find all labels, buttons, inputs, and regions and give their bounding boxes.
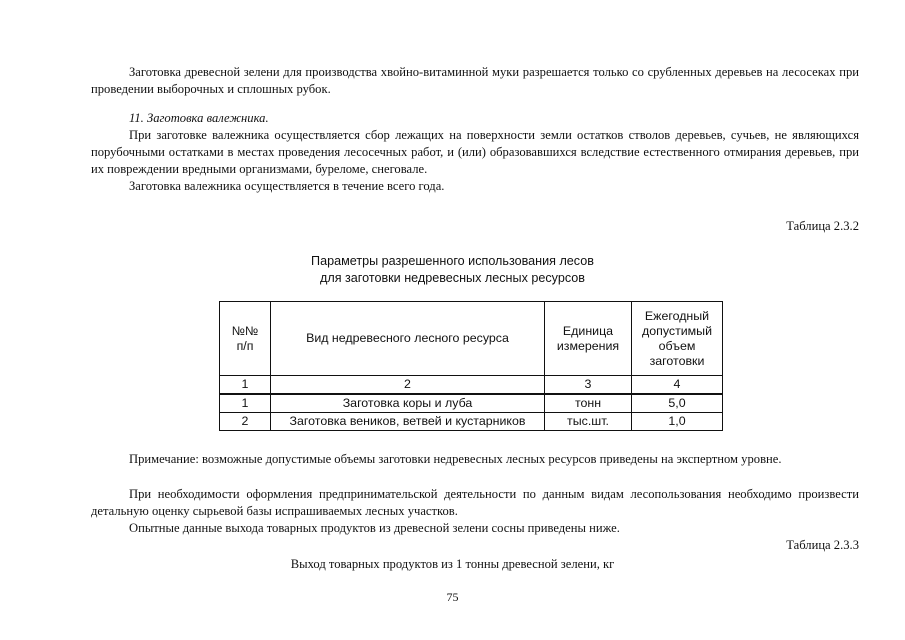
numbering-cell: 3 xyxy=(545,376,632,395)
table-numbering-row xyxy=(220,376,723,395)
header-annual-volume-text: Ежегодный допустимый объем заготовки xyxy=(641,308,713,368)
paragraph-experimental-data: Опытные данные выхода товарных продуктов из древесной зелени сосны приведены ниже. xyxy=(129,521,620,535)
table-233-title: Выход товарных продуктов из 1 тонны древесной зелени, кг xyxy=(290,557,615,571)
table-row xyxy=(220,394,723,413)
header-unit xyxy=(545,302,632,376)
paragraph-note: Примечание: возможные допустимые объемы заготовки недревесных лесных ресурсов приведены на экспертном уровне. xyxy=(129,452,782,466)
table-cell: тонн xyxy=(545,394,632,413)
header-unit-text: Единица измерения xyxy=(556,323,620,353)
header-resource-type xyxy=(271,302,545,376)
header-number-text: №№ п/п xyxy=(231,323,259,353)
table-233-label: Таблица 2.3.3 xyxy=(786,538,859,552)
table-cell: тыс.шт. xyxy=(545,413,632,431)
table-cell: 5,0 xyxy=(632,394,723,413)
table-232-title-line1: Параметры разрешенного использования лесов xyxy=(311,254,594,268)
page-number: 75 xyxy=(446,590,459,604)
numbering-cell: 4 xyxy=(632,376,723,395)
paragraph-deadwood-season: Заготовка валежника осуществляется в течение всего года. xyxy=(129,179,445,193)
table-cell: 1 xyxy=(220,394,271,413)
resources-table xyxy=(219,301,723,431)
table-cell: 2 xyxy=(220,413,271,431)
section-heading-deadwood: 11. Заготовка валежника. xyxy=(129,111,269,125)
numbering-cell: 2 xyxy=(271,376,545,395)
table-cell: 1,0 xyxy=(632,413,723,431)
paragraph-business-assessment: При необходимости оформления предпринимательской деятельности по данным видам лесопользования необходимо произвести детальную оценку сырьевой базы испрашиваемых лесных участков. xyxy=(91,487,859,518)
table-header-row xyxy=(220,302,723,376)
paragraph-deadwood-collection: При заготовке валежника осуществляется сбор лежащих на поверхности земли остатков стволов деревьев, сучьев, не являющихся порубочными остатками в местах проведения лесосечных работ, и (или) образовавшихся вследствие естественного отмирания деревьев, при их повреждении вредными организмами, буреломе, снеговале. xyxy=(91,128,859,176)
table-row xyxy=(220,413,723,431)
paragraph-wood-greenery: Заготовка древесной зелени для производства хвойно-витаминной муки разрешается только со срубленных деревьев на лесосеках при проведении выборочных и сплошных рубок. xyxy=(91,65,859,96)
header-resource-type-text: Вид недревесного лесного ресурса xyxy=(306,331,509,345)
table-cell: Заготовка веников, ветвей и кустарников xyxy=(271,413,545,431)
header-number xyxy=(220,302,271,376)
numbering-cell: 1 xyxy=(220,376,271,395)
header-annual-volume xyxy=(632,302,723,376)
table-232-title-line2: для заготовки недревесных лесных ресурсов xyxy=(320,271,585,285)
table-232-label: Таблица 2.3.2 xyxy=(786,219,859,233)
table-cell: Заготовка коры и луба xyxy=(271,394,545,413)
